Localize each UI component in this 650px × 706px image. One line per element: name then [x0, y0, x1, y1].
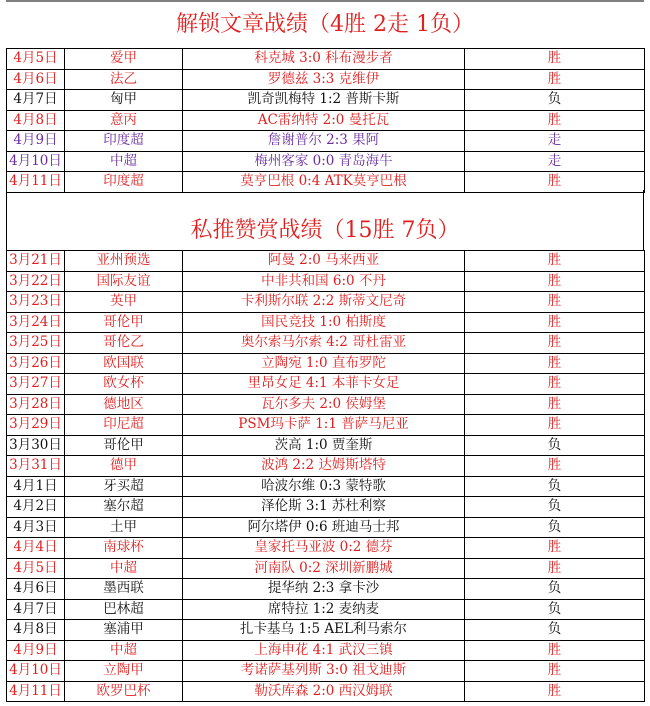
date-cell: 3月31日 [7, 456, 65, 477]
result-cell: 胜 [465, 333, 645, 354]
result-cell: 负 [465, 620, 645, 641]
date-cell: 4月10日 [7, 151, 65, 172]
league-cell: 英甲 [65, 292, 183, 313]
date-cell: 3月24日 [7, 312, 65, 333]
league-cell: 欧国联 [65, 353, 183, 374]
match-cell: 勒沃库森 2:0 西汉姆联 [183, 681, 465, 702]
league-cell: 匈甲 [65, 90, 183, 111]
table-row [7, 172, 645, 193]
date-cell: 4月11日 [7, 172, 65, 193]
league-cell: 印度超 [65, 131, 183, 152]
table-row [7, 517, 645, 538]
match-cell: 凯奇凯梅特 1:2 普斯卡斯 [183, 90, 465, 111]
date-cell: 4月8日 [7, 110, 65, 131]
top-border [6, 0, 644, 6]
table-row [7, 497, 645, 518]
unlock-record-title: 解锁文章战绩（4胜 2走 1负） [176, 12, 474, 37]
date-cell: 3月21日 [7, 251, 65, 272]
result-cell: 胜 [465, 69, 645, 90]
result-cell: 胜 [465, 172, 645, 193]
result-cell: 负 [465, 517, 645, 538]
match-cell: 考诺萨基列斯 3:0 祖戈迪斯 [183, 661, 465, 682]
table-row [7, 151, 645, 172]
result-cell: 负 [465, 497, 645, 518]
match-cell: 阿尔塔伊 0:6 班迪马士邦 [183, 517, 465, 538]
result-cell: 胜 [465, 251, 645, 272]
league-cell: 塞浦甲 [65, 620, 183, 641]
result-cell: 负 [465, 90, 645, 111]
date-cell: 4月11日 [7, 681, 65, 702]
league-cell: 德甲 [65, 456, 183, 477]
result-cell: 胜 [465, 640, 645, 661]
result-cell: 走 [465, 131, 645, 152]
league-cell: 南球杯 [65, 538, 183, 559]
date-cell: 3月26日 [7, 353, 65, 374]
table-row [7, 292, 645, 313]
league-cell: 哥伦乙 [65, 333, 183, 354]
result-cell: 负 [465, 476, 645, 497]
match-cell: 河南队 0:2 深圳新鹏城 [183, 558, 465, 579]
league-cell: 意丙 [65, 110, 183, 131]
match-cell: 奥尔索马尔索 4:2 哥杜雷亚 [183, 333, 465, 354]
date-cell: 4月10日 [7, 661, 65, 682]
date-cell: 4月4日 [7, 538, 65, 559]
match-cell: 罗德兹 3:3 克维伊 [183, 69, 465, 90]
table-row [7, 312, 645, 333]
date-cell: 4月1日 [7, 476, 65, 497]
result-cell: 胜 [465, 681, 645, 702]
table-row [7, 374, 645, 395]
league-cell: 塞尔超 [65, 497, 183, 518]
table-row [7, 251, 645, 272]
result-cell: 负 [465, 435, 645, 456]
league-cell: 欧罗巴杯 [65, 681, 183, 702]
match-cell: 科克城 3:0 科布漫步者 [183, 49, 465, 70]
table-row [7, 353, 645, 374]
result-cell: 胜 [465, 110, 645, 131]
match-cell: 上海申花 4:1 武汉三镇 [183, 640, 465, 661]
result-cell: 胜 [465, 271, 645, 292]
table-row [7, 599, 645, 620]
result-cell: 胜 [465, 661, 645, 682]
match-cell: 卡利斯尔联 2:2 斯蒂文尼奇 [183, 292, 465, 313]
table-row [7, 110, 645, 131]
result-cell: 胜 [465, 558, 645, 579]
match-cell: 詹谢普尔 2:3 果阿 [183, 131, 465, 152]
match-cell: 波鸿 2:2 达姆斯塔特 [183, 456, 465, 477]
match-cell: PSM玛卡萨 1:1 普萨马尼亚 [183, 415, 465, 436]
result-cell: 负 [465, 579, 645, 600]
result-cell: 胜 [465, 538, 645, 559]
match-cell: 瓦尔多夫 2:0 侯姆堡 [183, 394, 465, 415]
table-row [7, 661, 645, 682]
table-row [7, 681, 645, 702]
table-row [7, 333, 645, 354]
table-row [7, 620, 645, 641]
table-row [7, 394, 645, 415]
table-row [7, 90, 645, 111]
result-cell: 胜 [465, 394, 645, 415]
table-row [7, 49, 645, 70]
league-cell: 欧女杯 [65, 374, 183, 395]
table-row [7, 435, 645, 456]
date-cell: 4月8日 [7, 620, 65, 641]
date-cell: 3月23日 [7, 292, 65, 313]
league-cell: 爱甲 [65, 49, 183, 70]
league-cell: 哥伦甲 [65, 312, 183, 333]
match-cell: 梅州客家 0:0 青岛海牛 [183, 151, 465, 172]
date-cell: 4月7日 [7, 90, 65, 111]
table-row [7, 69, 645, 90]
result-cell: 胜 [465, 49, 645, 70]
table-row [7, 579, 645, 600]
league-cell: 牙买超 [65, 476, 183, 497]
league-cell: 印尼超 [65, 415, 183, 436]
date-cell: 4月6日 [7, 579, 65, 600]
match-cell: 中非共和国 6:0 不丹 [183, 271, 465, 292]
result-cell: 胜 [465, 312, 645, 333]
date-cell: 4月5日 [7, 558, 65, 579]
result-cell: 胜 [465, 353, 645, 374]
table-row [7, 415, 645, 436]
match-cell: 提华纳 2:3 拿卡沙 [183, 579, 465, 600]
table-row [7, 538, 645, 559]
match-cell: 席特拉 1:2 麦纳麦 [183, 599, 465, 620]
result-cell: 胜 [465, 456, 645, 477]
table-row [7, 476, 645, 497]
league-cell: 立陶甲 [65, 661, 183, 682]
league-cell: 中超 [65, 640, 183, 661]
match-cell: 皇家托马亚波 0:2 德芬 [183, 538, 465, 559]
result-cell: 走 [465, 151, 645, 172]
match-cell: 莫亨巴根 0:4 ATK莫亨巴根 [183, 172, 465, 193]
league-cell: 国际友谊 [65, 271, 183, 292]
result-cell: 胜 [465, 415, 645, 436]
league-cell: 土甲 [65, 517, 183, 538]
league-cell: 墨西联 [65, 579, 183, 600]
match-cell: 泽伦斯 3:1 苏杜利察 [183, 497, 465, 518]
league-cell: 德地区 [65, 394, 183, 415]
league-cell: 中超 [65, 151, 183, 172]
date-cell: 4月5日 [7, 49, 65, 70]
league-cell: 中超 [65, 558, 183, 579]
date-cell: 3月28日 [7, 394, 65, 415]
date-cell: 3月29日 [7, 415, 65, 436]
match-cell: 扎卡基乌 1:5 AEL利马索尔 [183, 620, 465, 641]
date-cell: 3月25日 [7, 333, 65, 354]
date-cell: 4月9日 [7, 640, 65, 661]
unlock-record-table [6, 48, 645, 193]
date-cell: 4月9日 [7, 131, 65, 152]
league-cell: 哥伦甲 [65, 435, 183, 456]
match-cell: 哈波尔维 0:3 蒙特歌 [183, 476, 465, 497]
date-cell: 3月30日 [7, 435, 65, 456]
table-row [7, 558, 645, 579]
league-cell: 法乙 [65, 69, 183, 90]
match-cell: 茨高 1:0 贾奎斯 [183, 435, 465, 456]
match-cell: 阿曼 2:0 马来西亚 [183, 251, 465, 272]
league-cell: 印度超 [65, 172, 183, 193]
match-cell: 国民竞技 1:0 柏斯度 [183, 312, 465, 333]
match-cell: 里昂女足 4:1 本菲卡女足 [183, 374, 465, 395]
result-cell: 胜 [465, 374, 645, 395]
date-cell: 4月7日 [7, 599, 65, 620]
date-cell: 3月27日 [7, 374, 65, 395]
league-cell: 亚州预选 [65, 251, 183, 272]
table-row [7, 131, 645, 152]
date-cell: 4月2日 [7, 497, 65, 518]
date-cell: 3月22日 [7, 271, 65, 292]
date-cell: 4月6日 [7, 69, 65, 90]
table-row [7, 456, 645, 477]
league-cell: 巴林超 [65, 599, 183, 620]
result-cell: 负 [465, 599, 645, 620]
match-cell: 立陶宛 1:0 直布罗陀 [183, 353, 465, 374]
private-record-title: 私推赞赏战绩（15胜 7负） [190, 218, 460, 243]
match-cell: AC雷纳特 2:0 曼托瓦 [183, 110, 465, 131]
date-cell: 4月3日 [7, 517, 65, 538]
result-cell: 胜 [465, 292, 645, 313]
table-row [7, 640, 645, 661]
private-record-table [6, 250, 645, 702]
table-row [7, 271, 645, 292]
